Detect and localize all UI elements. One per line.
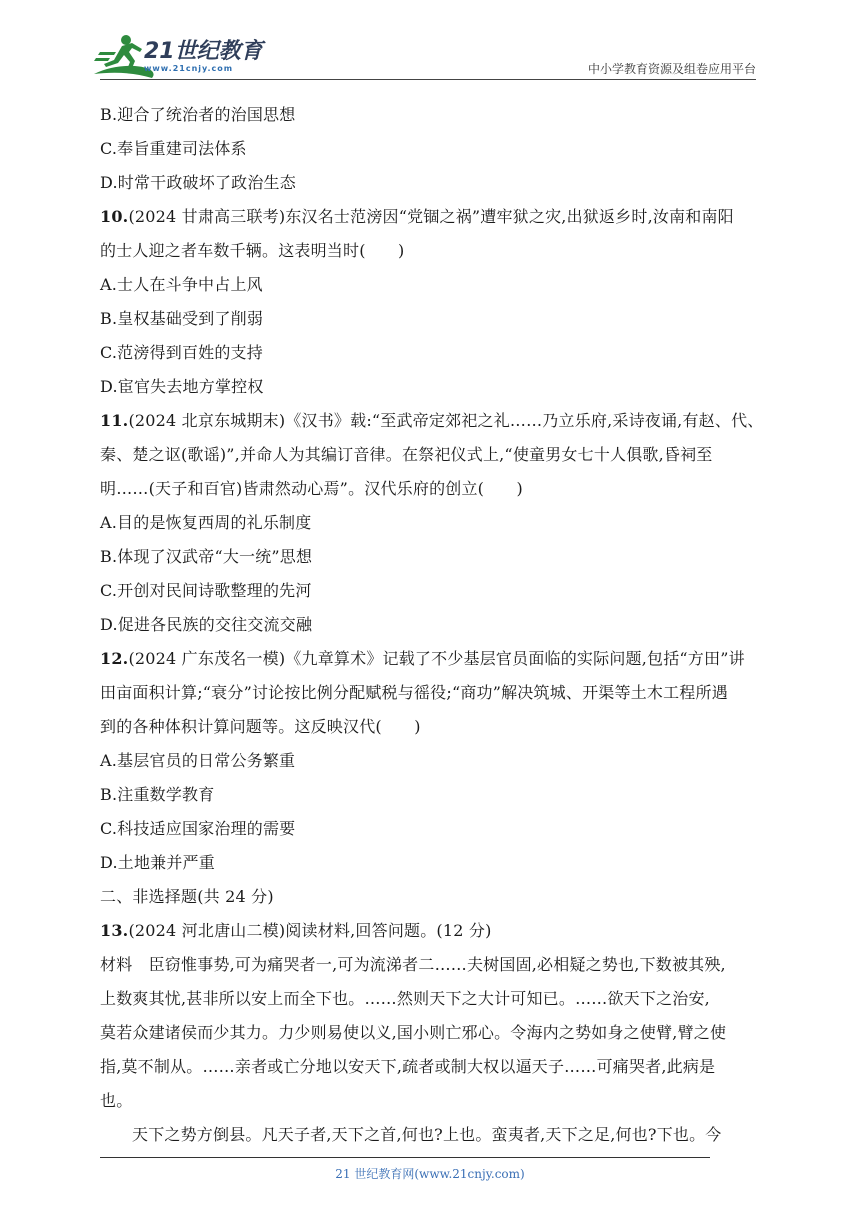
text-line — [100, 132, 770, 166]
line-text: A.目的是恢复西周的礼乐制度 — [100, 513, 312, 532]
text-line — [100, 370, 770, 404]
text-line — [100, 234, 770, 268]
text-line — [100, 778, 770, 812]
footer-divider — [100, 1157, 710, 1158]
question-number: 10. — [100, 207, 129, 226]
line-text: (2024 广东茂名一模)《九章算术》记载了不少基层官员面临的实际问题,包括“方田”讲 — [128, 649, 745, 668]
question-number: 13. — [100, 921, 129, 940]
text-line — [100, 540, 770, 574]
text-line — [100, 710, 770, 744]
text-line — [100, 744, 770, 778]
line-text: C.开创对民间诗歌整理的先河 — [100, 581, 312, 600]
question-number: 11. — [100, 411, 129, 430]
question-line — [100, 914, 770, 948]
line-text: 上数爽其忧,甚非所以安上而全下也。……然则天下之大计可知已。……欲天下之治安, — [100, 989, 710, 1008]
question-line — [100, 404, 770, 438]
text-line — [100, 574, 770, 608]
line-text: A.基层官员的日常公务繁重 — [100, 751, 296, 770]
platform-title: 中小学教育资源及组卷应用平台 — [587, 62, 756, 76]
page-header — [0, 0, 860, 90]
logo-url: www.21cnjy.com — [144, 64, 234, 73]
logo-text: 21世纪教育 — [144, 39, 263, 64]
line-text: 二、非选择题(共 24 分) — [100, 887, 274, 906]
text-line — [100, 268, 770, 302]
text-line — [100, 608, 770, 642]
question-number: 12. — [100, 649, 129, 668]
text-line — [100, 506, 770, 540]
line-text: D.时常干政破坏了政治生态 — [100, 173, 296, 192]
line-text: 秦、楚之讴(歌谣)”,并命人为其编订音律。在祭祀仪式上,“使童男女七十人俱歌,昏祠至 — [100, 445, 713, 464]
text-line — [100, 302, 770, 336]
line-text: 天下之势方倒县。凡天子者,天下之首,何也?上也。蛮夷者,天下之足,何也?下也。今 — [132, 1125, 722, 1144]
line-text: 的士人迎之者车数千辆。这表明当时( ) — [100, 241, 405, 260]
line-text: 材料 臣窃惟事势,可为痛哭者一,可为流涕者二……夫树国固,必相疑之势也,下数被其殃, — [100, 955, 726, 974]
text-line — [100, 1050, 770, 1084]
line-text: D.土地兼并严重 — [100, 853, 215, 872]
line-text: 指,莫不制从。……亲者或亡分地以安天下,疏者或制大权以逼天子……可痛哭者,此病是 — [100, 1057, 716, 1076]
line-text: 也。 — [100, 1091, 133, 1110]
text-line — [100, 166, 770, 200]
text-line — [100, 1084, 770, 1118]
line-text: 明……(天子和百官)皆肃然动心焉”。汉代乐府的创立( ) — [100, 479, 523, 498]
text-line — [100, 472, 770, 506]
line-text: B.迎合了统治者的治国思想 — [100, 105, 296, 124]
line-text: 莫若众建诸侯而少其力。力少则易使以义,国小则亡邪心。令海内之势如身之使臂,臂之使 — [100, 1023, 727, 1042]
line-text: B.皇权基础受到了削弱 — [100, 309, 264, 328]
text-line — [100, 948, 770, 982]
text-line — [100, 880, 770, 914]
header-divider — [100, 79, 756, 80]
text-line — [100, 812, 770, 846]
line-text: (2024 甘肃高三联考)东汉名士范滂因“党锢之祸”遭牢狱之灾,出狱返乡时,汝南和南阳 — [128, 207, 734, 226]
text-line — [100, 336, 770, 370]
line-text: B.注重数学教育 — [100, 785, 215, 804]
footer-source: 21 世纪教育网(www.21cnjy.com) — [335, 1167, 525, 1181]
line-text: 到的各种体积计算问题等。这反映汉代( ) — [100, 717, 421, 736]
text-line — [100, 1016, 770, 1050]
line-text: (2024 北京东城期末)《汉书》载:“至武帝定郊祀之礼……乃立乐府,采诗夜诵,有赵、代、 — [128, 411, 764, 430]
text-line — [100, 98, 770, 132]
line-text: (2024 河北唐山二模)阅读材料,回答问题。(12 分) — [128, 921, 492, 940]
line-text: C.范滂得到百姓的支持 — [100, 343, 263, 362]
question-line — [100, 642, 770, 676]
line-text: C.科技适应国家治理的需要 — [100, 819, 296, 838]
line-text: A.士人在斗争中占上风 — [100, 275, 263, 294]
line-text: D.促进各民族的交往交流交融 — [100, 615, 313, 634]
line-text: 田亩面积计算;“衰分”讨论按比例分配赋税与徭役;“商功”解决筑城、开渠等土木工程所遇 — [100, 683, 728, 702]
text-line — [100, 1118, 770, 1152]
text-line — [100, 982, 770, 1016]
text-line — [100, 676, 770, 710]
question-content — [100, 98, 770, 1152]
line-text: C.奉旨重建司法体系 — [100, 139, 247, 158]
text-line — [100, 846, 770, 880]
line-text: D.宦官失去地方掌控权 — [100, 377, 264, 396]
question-line — [100, 200, 770, 234]
line-text: B.体现了汉武帝“大一统”思想 — [100, 547, 313, 566]
text-line — [100, 438, 770, 472]
